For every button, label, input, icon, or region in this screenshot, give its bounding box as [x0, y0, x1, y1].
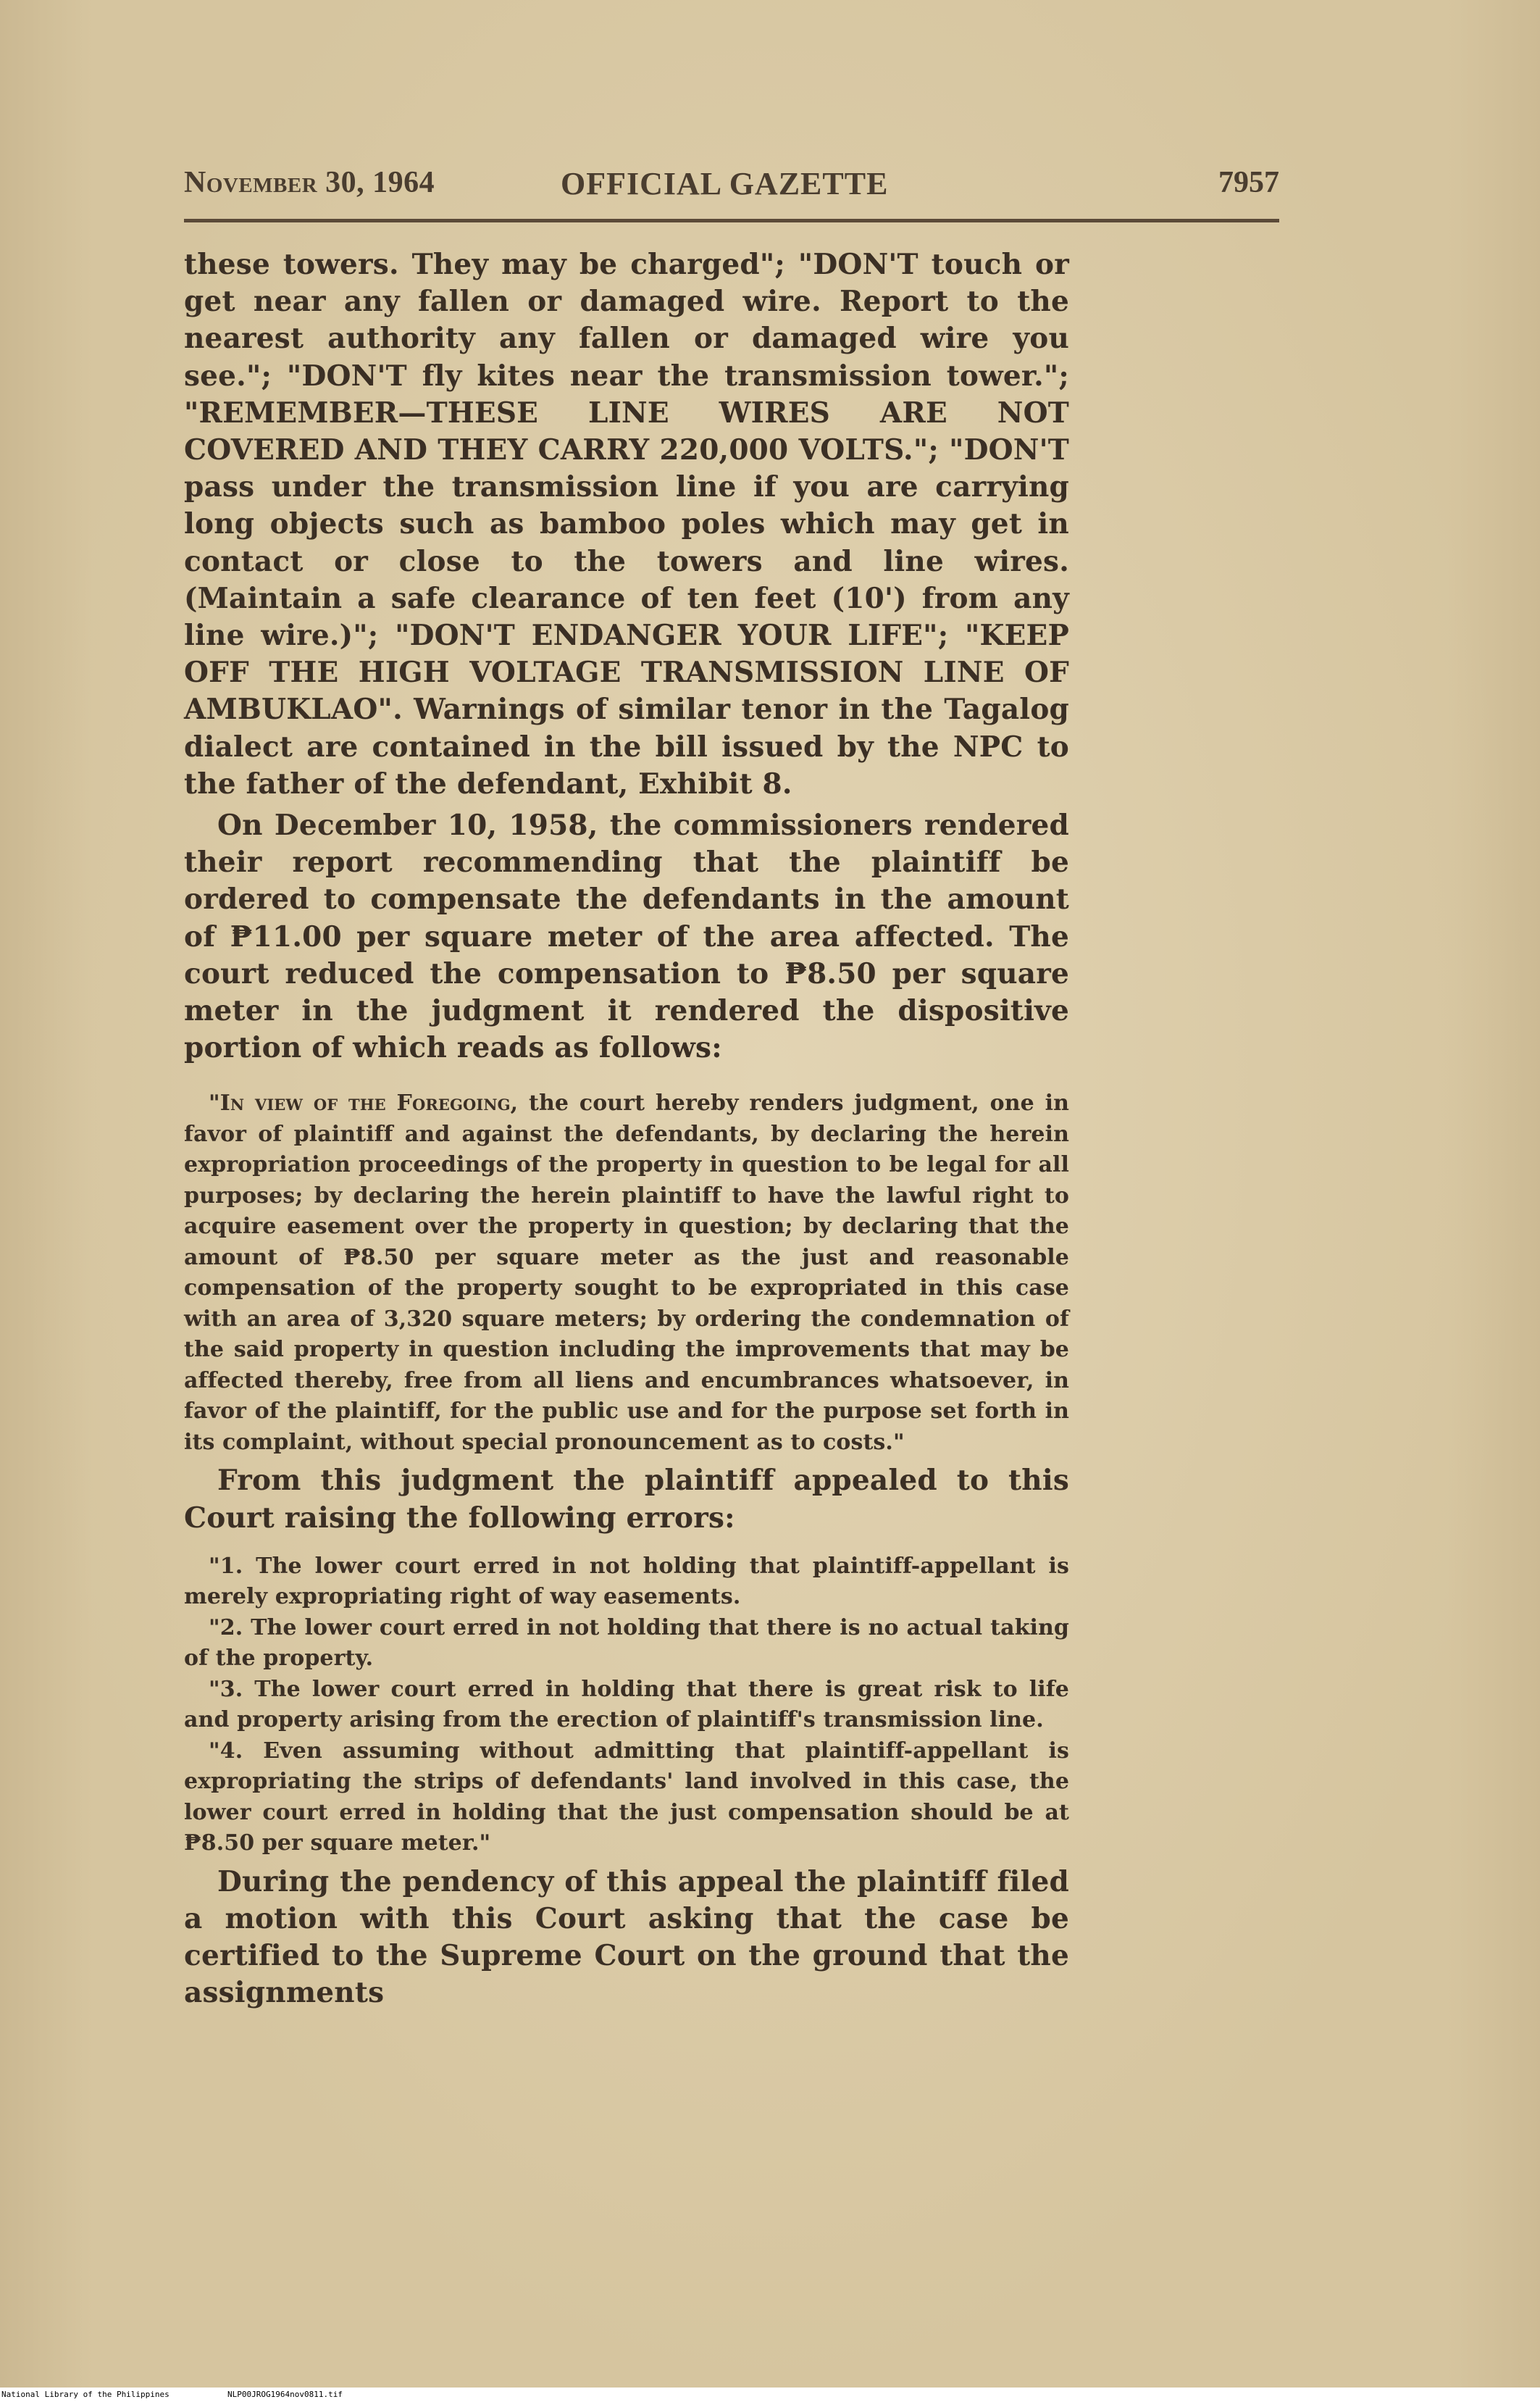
error-item-4: "4. Even assuming without admitting that plaintiff-appellant is expropriating the strips of defendants' land involved in this case, the lower court erred in holding that the just compensation should be at ₱8.50 per square meter." [184, 1738, 1069, 1856]
header-rule [184, 219, 1279, 222]
paragraph-pendency: During the pendency of this appeal the plaintiff filed a motion with this Court asking that the case be certified to the Supreme Court on the ground that the assignments [184, 1864, 1069, 2010]
paragraph-commissioners-report: On December 10, 1958, the commissioners rendered their report recommending that the plaintiff be ordered to compensate the defendants in the amount of ₱11.00 per square meter of the area affected. The court reduced the compensation to ₱8.50 per square meter in the judgment it rendered the dispositive portion of which reads as follows: [184, 809, 1069, 1065]
error-item-1: "1. The lower court erred in not holding that plaintiff-appellant is merely expropriating right of way easements. [184, 1553, 1069, 1610]
paragraph-warnings: these towers. They may be charged"; "DON'T touch or get near any fallen or damaged wire. Report to the nearest authority any fallen or damaged wire you see."; "DON'T fly kites near the transmission tower."; "REMEMBER—THESE LINE WIRES ARE NOT COVERED AND THEY CARRY 220,000 VOLTS."; "DON'T pass under the transmission line if you are carrying long objects such as bamboo poles which may get in contact or close to the towers and line wires. (Maintain a safe clearance of ten feet (10') from any line wire.)"; "DON'T ENDANGER YOUR LIFE"; "KEEP OFF THE HIGH VOLTAGE TRANSMISSION LINE OF AMBUKLAO". Warnings of similar tenor in the Tagalog dialect are contained in the bill issued by the NPC to the father of the defendant, Exhibit 8. [184, 248, 1069, 801]
errors-list [184, 1551, 1069, 1859]
page-body [184, 246, 1069, 2012]
footer-library: National Library of the Philippines [1, 2390, 170, 2399]
page-header [184, 165, 1279, 209]
quote-body: the court hereby renders judgment, one in favor of plaintiff and against the defendants, by declaring the herein expropriation proceedings of the property in question to be legal for all purposes; by declaring the herein plaintiff to have the lawful right to acquire easement over the property in question; by declaring that the amount of ₱8.50 per square meter as the just and reasonable compensation of the property sought to be expropriated in this case with an area of 3,320 square meters; by ordering the condemnation of the said property in question including the improvements that may be affected thereby, free from all liens and encumbrances whatsoever, in favor of the plaintiff, for the public use and for the purpose set forth in its complaint, without special pronouncement as to costs." [184, 1091, 1069, 1455]
scan-footer [0, 2388, 1540, 2402]
paragraph-appeal: From this judgment the plaintiff appealed to this Court raising the following errors: [184, 1464, 1069, 1535]
header-date: November 30, 1964 [184, 166, 435, 199]
quote-lead-in: "In view of the Foregoing, [209, 1091, 519, 1117]
error-item-2: "2. The lower court erred in not holding that there is no actual taking of the property. [184, 1614, 1069, 1672]
header-title: OFFICIAL GAZETTE [561, 166, 889, 201]
page-number: 7957 [1218, 166, 1279, 199]
quote-dispositive-portion [184, 1088, 1069, 1458]
error-item-3: "3. The lower court erred in holding that there is great risk to life and property arising from the erection of plaintiff's transmission line. [184, 1676, 1069, 1733]
footer-filename: NLP00JROG1964nov0811.tif [227, 2390, 343, 2399]
